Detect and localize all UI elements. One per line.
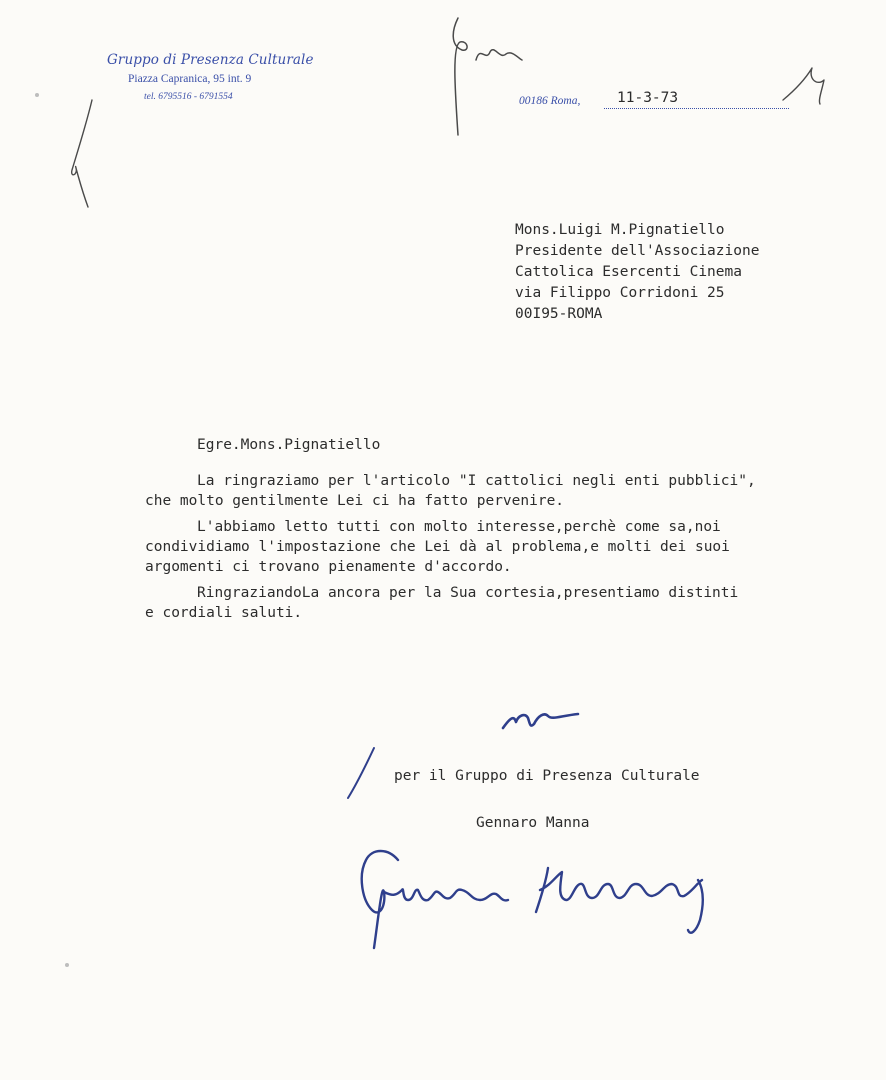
pencil-mark [72, 100, 92, 207]
margin-dot [35, 93, 39, 97]
signature [536, 868, 703, 933]
salutation: Egre.Mons.Pignatiello [197, 437, 381, 453]
closing-line: per il Gruppo di Presenza Culturale [394, 768, 700, 784]
signer-name: Gennaro Manna [476, 815, 590, 831]
paragraph-line: La ringraziamo per l'articolo "I cattolici negli enti pubblici", [197, 473, 756, 489]
initials-mark [453, 18, 467, 135]
paragraph-line: condividiamo l'impostazione che Lei dà al problema,e molti dei suoi [145, 539, 730, 555]
paragraph-line: e cordiali saluti. [145, 605, 303, 621]
date-dotted-line [604, 108, 789, 109]
letter-date: 11-3-73 [617, 90, 679, 106]
paragraph-line: argomenti ci trovano pienamente d'accordo. [145, 559, 512, 575]
letterhead-address: Piazza Capranica, 95 int. 9 [128, 73, 252, 85]
recipient-line: Mons.Luigi M.Pignatiello [515, 222, 725, 238]
slash-mark [348, 748, 374, 798]
paragraph-line: L'abbiamo letto tutti con molto interesse,perchè come sa,noi [197, 519, 721, 535]
paragraph-line: che molto gentilmente Lei ci ha fatto pervenire. [145, 493, 565, 509]
body-paragraph [145, 471, 756, 511]
signature-initials [503, 714, 578, 728]
signature [362, 851, 508, 948]
recipient-line: via Filippo Corridoni 25 [515, 285, 725, 301]
letterhead-name: Gruppo di Presenza Culturale [107, 52, 314, 68]
letterhead-phone: tel. 6795516 - 6791554 [144, 92, 233, 102]
recipient-line: Cattolica Esercenti Cinema [515, 264, 742, 280]
margin-dot [65, 963, 69, 967]
place-label: 00186 Roma, [519, 95, 581, 107]
place-date-line [519, 90, 791, 112]
recipient-address [515, 220, 759, 325]
recipient-line: Presidente dell'Associazione [515, 243, 760, 259]
paragraph-line: RingraziandoLa ancora per la Sua cortesia,presentiamo distinti [197, 585, 739, 601]
body-paragraph [145, 517, 730, 577]
body-paragraph [145, 583, 738, 623]
letterhead [107, 52, 327, 102]
recipient-line: 00I95-ROMA [515, 306, 603, 322]
initials-mark [476, 50, 522, 60]
